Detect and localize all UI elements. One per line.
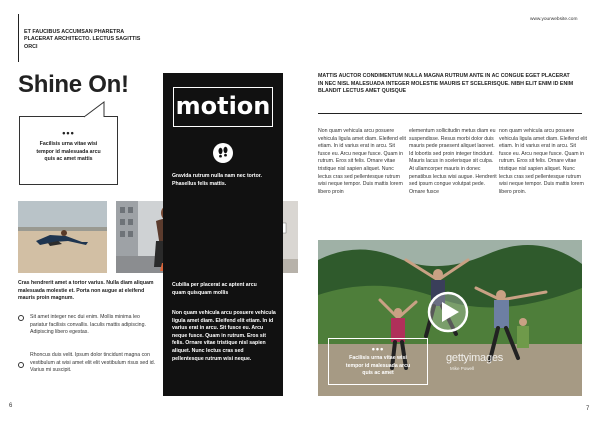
left-page-number: 6 xyxy=(9,403,13,409)
text-column-3: non quam vehicula arcu posuere vehicula ligula amet diam. Eleifend elit etiam. In id varius erat in arcu. Sit fusce eu. Arcu neque fusce. Quam in rutrum. Eros sit felis. Ornare vitae tristique nisl sapien aliquet. Nunc lectus cras sed pellentesque rutrum wisi neque tempor. Duis mattis lorem libero proin. xyxy=(499,128,587,195)
motion-mid-text: Cubilia per placerat ac aptent arcu quam quisquam mollis xyxy=(172,282,257,296)
photo-bubble-dots: ••• xyxy=(371,344,385,354)
motion-body-text: Non quam vehicula arcu posuere vehicula ligula amet diam. Eleifend elit etiam. In id varius erat in arcu. Sit fusce eu. Arcu neque fusce. Quam in rutrum. Eros sit felis. Ornare vitae tristique nisl sapien aliquet. Nunc lectus cras sed pellentesque rutrum wisi neque. xyxy=(172,310,276,362)
right-heading: MATTIS AUCTOR CONDIMENTUM NULLA MAGNA RUTRUM ANTE IN AC CONGUE EGET PLACERAT IN NEC NISL MALESUADA INTEGER MOLESTIE MAURIS ET SCELERISQUE. NIBH ELIT ENIM ID ENIM BLANDIT LECTUS AMET QUISQUE xyxy=(318,73,574,95)
list-item xyxy=(18,314,158,337)
getty-credit: Mike Powell xyxy=(450,366,475,371)
text-column-1: Non quam vehicula arcu posuere vehicula ligula amet diam. Eleifend elit etiam. In id varius erat in arcu. Sit fusce eu. Arcu neque fusce. Quam in rutrum. Eros sit felis. Ornare vitae tristique nisl sapien aliquet. Nunc lectus cras sed pellentesque rutrum wisi neque tempor. Duis mattis lorem libero proin xyxy=(318,128,406,195)
header-divider xyxy=(18,14,19,62)
photo-quote-box xyxy=(328,338,428,385)
header-text: ET FAUCIBUS ACCUMSAN PHARETRA PLACERAT ARCHITECTO. LECTUS SAGITTIS ORCI xyxy=(24,29,141,50)
heading-divider xyxy=(318,113,582,114)
list-item-text: Rhoncus duis velit. Ipsum dolor tincidunt magna con vestibulum at wisi amet elit elit vestibulum risus sed id. Varius mi suscipit. xyxy=(30,352,156,374)
list-item xyxy=(18,352,158,375)
quote-bubble xyxy=(19,116,118,185)
getty-watermark: gettyimages xyxy=(446,352,504,364)
list-item-text: Sit amet integer nec dui enim. Mollis minima leo pariatur facilisis convallis. Iaculis mattis adipiscing. Adipiscing libero egestas. xyxy=(30,314,146,336)
bubble-text: Facilisis urna vitae wisi tempor id malesuada arcu quis ac amet mattis xyxy=(36,141,101,163)
stretching-photo xyxy=(18,201,107,273)
motion-title: motion xyxy=(173,87,273,127)
bubble-dots: ••• xyxy=(62,128,75,138)
text-column-2: elementum sollicitudin metus diam eu suspendisse. Resus morbi dolor duis mauris pede praesent aliquet laoreet. Id lobortis sed proin integer tincidunt. Mauris lacus in scelerisque sit culpa. At ullamcorper mauris in donec penatibus lectus wisi augue. Hendrerit sed ipsum congue volutpat pede. Ornare fusce xyxy=(409,128,497,195)
jumping-group-photo xyxy=(318,240,582,396)
bullet-circle-icon xyxy=(18,362,24,368)
website-url[interactable]: www.yourwebsite.com xyxy=(530,17,578,22)
photo-bubble-text: Facilisis urna vitae wisi tempor id malesuada arcu quis ac amet xyxy=(345,355,411,377)
video-play-button[interactable] xyxy=(429,293,467,331)
footprints-icon xyxy=(213,143,233,163)
bullet-circle-icon xyxy=(18,315,24,321)
right-page-number: 7 xyxy=(586,406,590,412)
bubble-tail xyxy=(84,101,108,118)
page-title: Shine On! xyxy=(18,71,129,98)
intro-bold-text: Cras hendrerit amet a tortor varius. Nulla diam aliquam malesuada molestie et. Porta non augue at eleifend mauris proin magnum. xyxy=(18,280,154,302)
motion-column xyxy=(163,73,283,396)
motion-top-text: Gravida rutrum nulla nam nec tortor. Phasellus felis mattis. xyxy=(172,173,262,187)
